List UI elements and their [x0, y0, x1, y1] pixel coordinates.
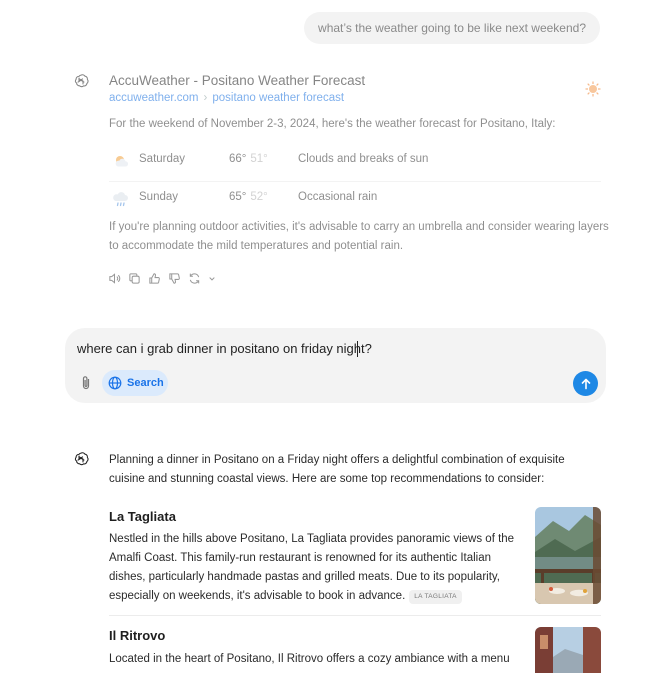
breadcrumb-separator: ›: [203, 92, 208, 104]
citation-tag[interactable]: LA TAGLIATA: [409, 590, 462, 604]
chevron-down-icon[interactable]: [208, 272, 216, 285]
message-actions: [108, 271, 216, 285]
forecast-row-saturday: [109, 146, 601, 182]
forecast-intro: For the weekend of November 2-3, 2024, here's the weather forecast for Positano, Italy:: [109, 118, 556, 130]
text-caret: [357, 341, 358, 357]
forecast-temperature: [229, 191, 268, 203]
thumbs-down-icon[interactable]: [168, 272, 181, 285]
forecast-low: 52°: [250, 191, 268, 203]
forecast-high: 66°: [229, 153, 247, 165]
forecast-low: 51°: [250, 153, 268, 165]
globe-icon: [108, 376, 122, 390]
search-button-label: Search: [127, 377, 164, 389]
restaurant-name: La Tagliata: [109, 509, 176, 524]
forecast-temperature: [229, 153, 268, 165]
answer-intro: Planning a dinner in Positano on a Friday night offers a delightful combination of exquisite cuisine and stunning coastal views. Here are some top recommendations to consider:: [109, 454, 565, 485]
read-aloud-icon[interactable]: [108, 272, 121, 285]
chatgpt-logo-icon: [73, 451, 89, 467]
arrow-up-icon: [580, 378, 592, 390]
message-input[interactable]: [77, 341, 497, 356]
chatgpt-logo-icon: [73, 73, 89, 89]
restaurant-description: [109, 530, 524, 606]
forecast-row-sunday: [109, 184, 601, 220]
sun-icon: [585, 81, 601, 97]
restaurant-photo[interactable]: [535, 627, 601, 673]
forecast-high: 65°: [229, 191, 247, 203]
paperclip-icon[interactable]: [79, 375, 93, 391]
regenerate-icon[interactable]: [188, 272, 201, 285]
restaurant-divider: [109, 615, 601, 616]
restaurant-description: [109, 650, 524, 669]
restaurant-description-text: Nestled in the hills above Positano, La Tagliata provides panoramic views of the Amalfi Coast. This family-run restaurant is renowned for its authentic Italian dishes, particularly handmade pastas and grilled meats. Due to its popularity, especially on weekends, it's advisable to book in advance.: [109, 533, 515, 602]
source-path: positano weather forecast: [212, 92, 345, 104]
partly-sunny-icon: [112, 152, 130, 170]
message-composer: [65, 328, 606, 403]
source-breadcrumb[interactable]: [109, 92, 344, 104]
restaurant-photo[interactable]: [535, 507, 601, 604]
thumbs-up-icon[interactable]: [148, 272, 161, 285]
source-domain: accuweather.com: [109, 92, 199, 104]
search-button[interactable]: [102, 370, 168, 396]
forecast-condition: Occasional rain: [298, 191, 378, 203]
restaurant-name: Il Ritrovo: [109, 628, 166, 643]
forecast-day: Sunday: [139, 191, 179, 203]
user-message-bubble: what’s the weather going to be like next weekend?: [304, 12, 600, 44]
forecast-advice: If you're planning outdoor activities, it's advisable to carry an umbrella and consider wearing layers to accommodate the mild temperatures and potential rain.: [109, 221, 609, 252]
forecast-day: Saturday: [139, 153, 186, 165]
copy-icon[interactable]: [128, 272, 141, 285]
source-title[interactable]: AccuWeather - Positano Weather Forecast: [109, 73, 366, 88]
send-button[interactable]: [573, 371, 598, 396]
forecast-condition: Clouds and breaks of sun: [298, 153, 429, 165]
rain-cloud-icon: [112, 190, 130, 208]
restaurant-description-text: Located in the heart of Positano, Il Ritrovo offers a cozy ambiance with a menu: [109, 653, 510, 665]
